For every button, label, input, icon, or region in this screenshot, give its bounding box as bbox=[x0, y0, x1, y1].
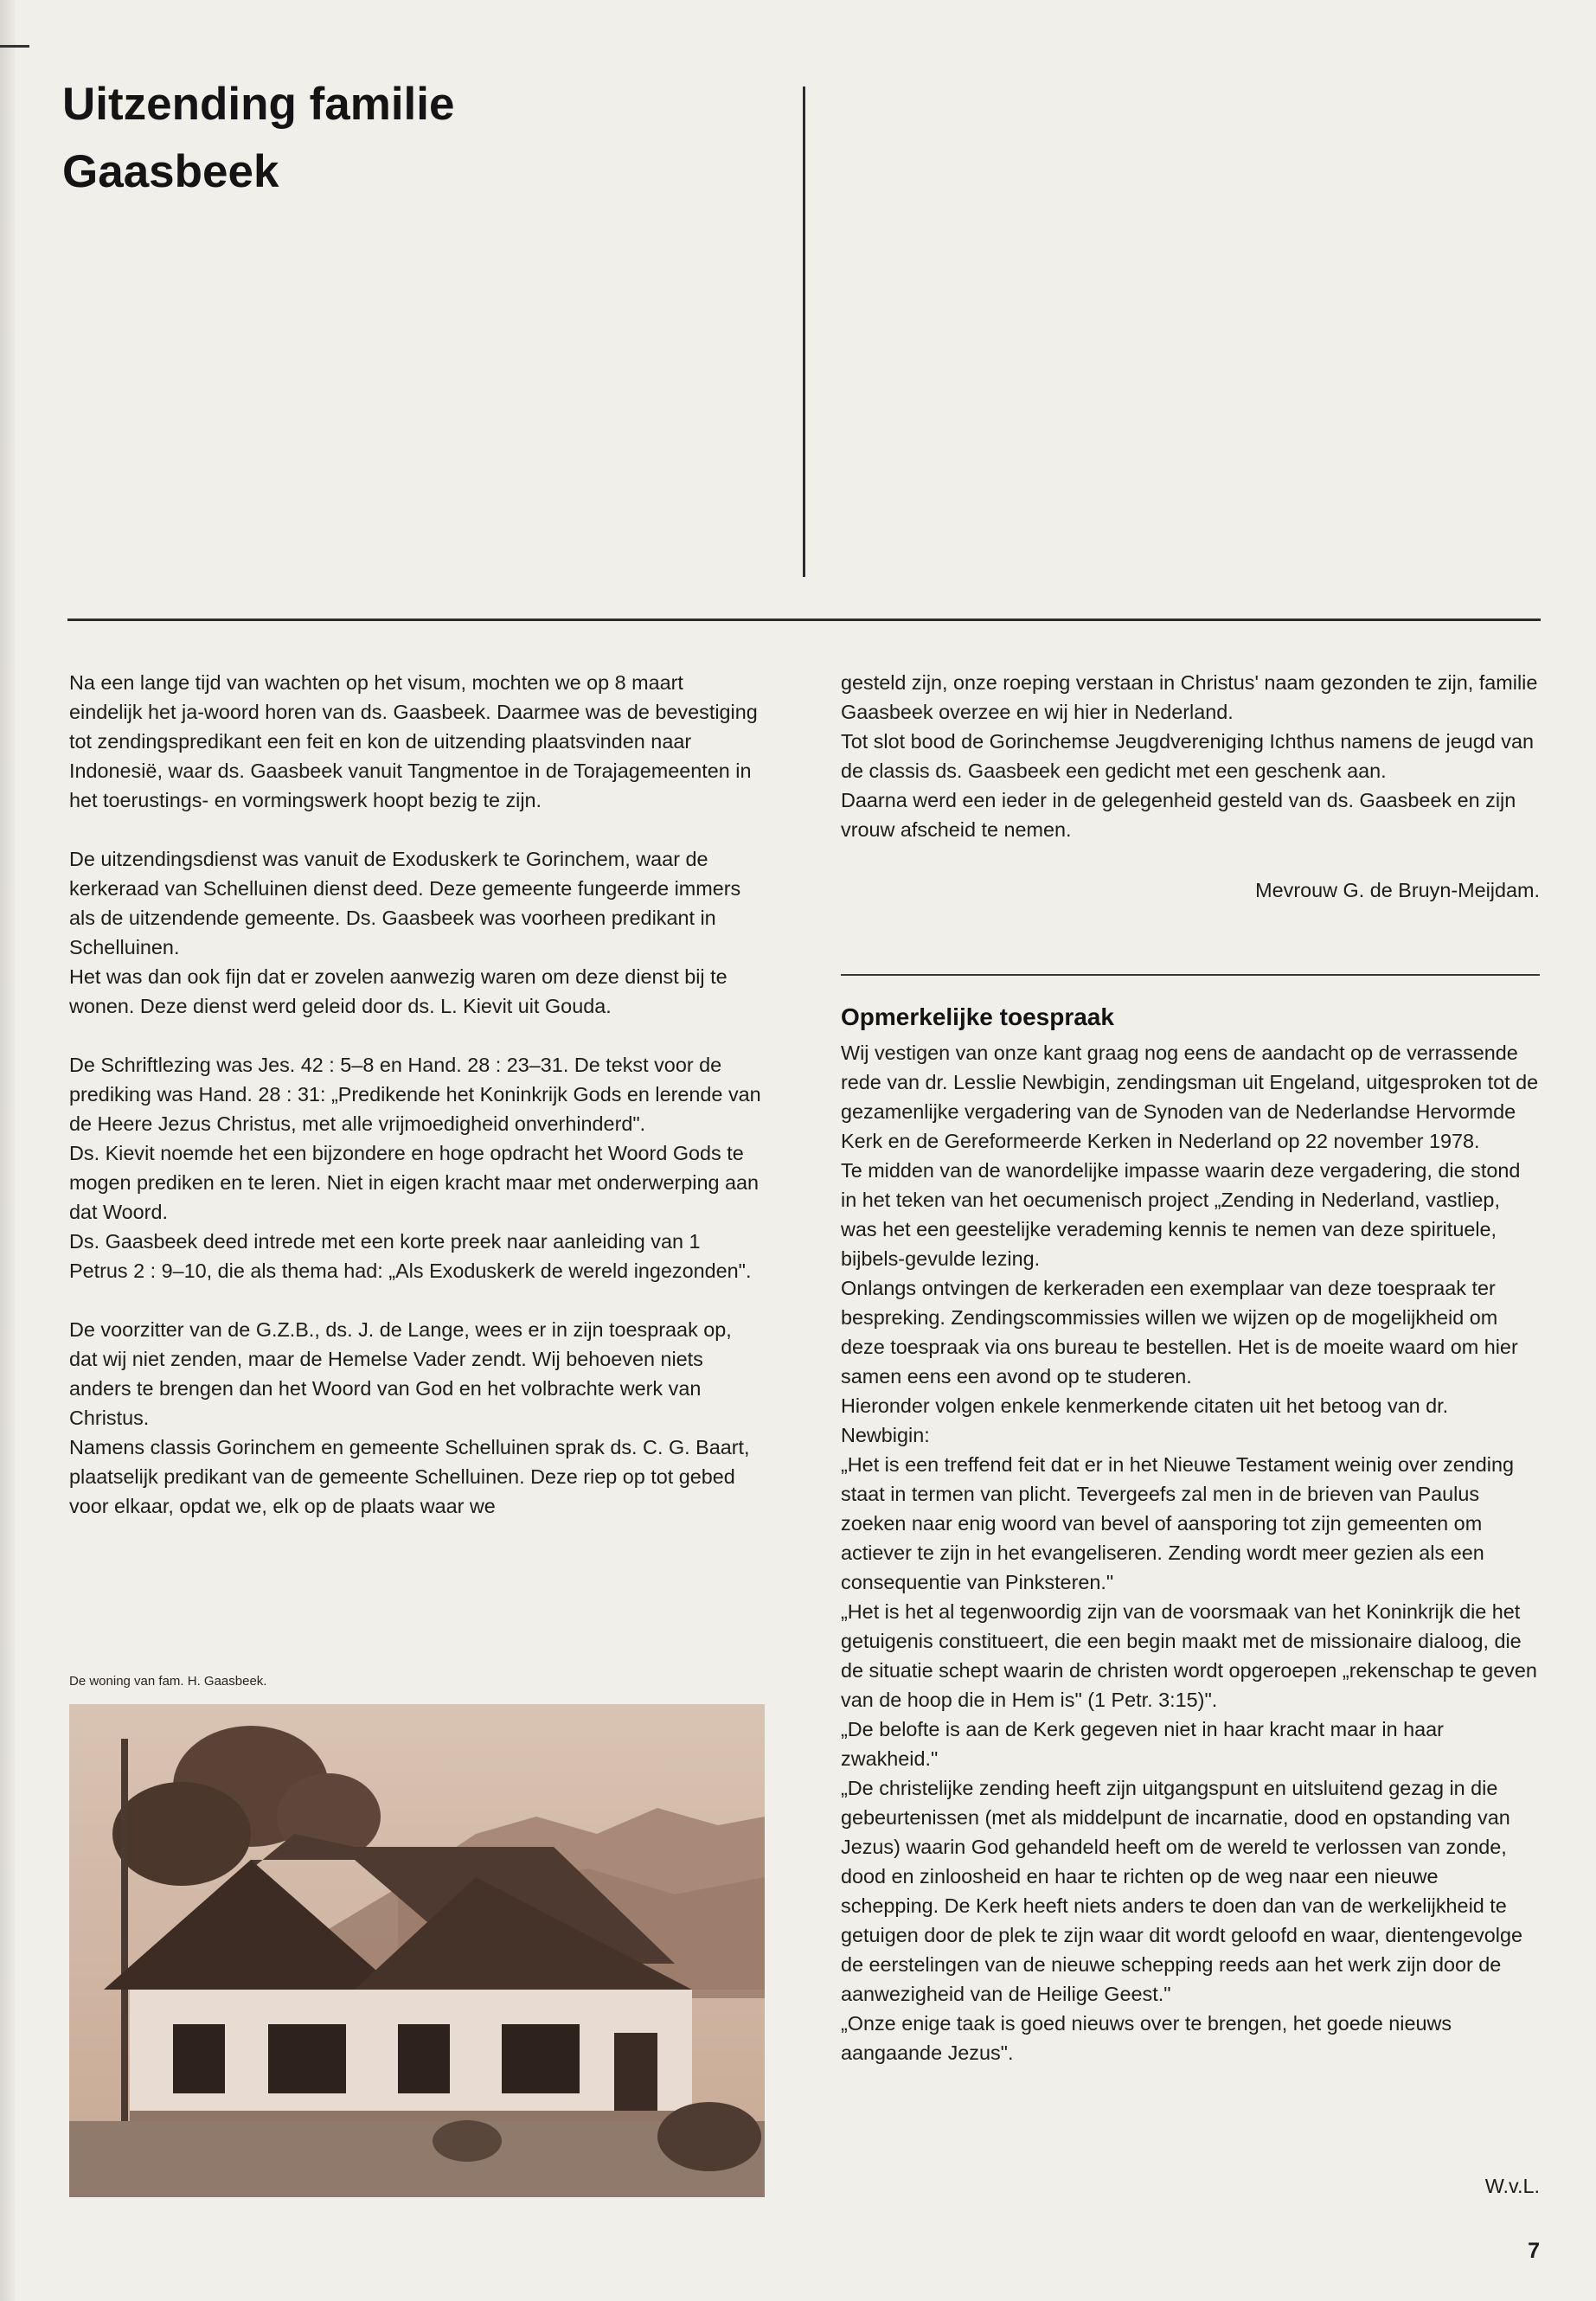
paragraph: Daarna werd een ieder in de gelegenheid gesteld van ds. Gaasbeek en zijn vrouw afscheid te nemen. bbox=[841, 789, 1516, 841]
quote: „De belofte is aan de Kerk gegeven niet in haar kracht maar in haar zwakheid." bbox=[841, 1718, 1444, 1770]
article-title bbox=[62, 71, 754, 206]
section2-signoff: W.v.L. bbox=[1484, 2175, 1540, 2197]
section-heading: Opmerkelijke toespraak bbox=[841, 1003, 1114, 1030]
paragraph: Ds. Gaasbeek deed intrede met een korte preek naar aanleiding van 1 Petrus 2 : 9–10, die als thema had: „Als Exoduskerk de wereld ingezonden". bbox=[69, 1230, 752, 1282]
paragraph: Het was dan ook fijn dat er zovelen aanwezig waren om deze dienst bij te wonen. Deze dienst werd geleid door ds. L. Kievit uit Gouda. bbox=[69, 965, 727, 1017]
paragraph: Hieronder volgen enkele kenmerkende citaten uit het betoog van dr. Newbigin: bbox=[841, 1394, 1449, 1446]
quote: „Het is het al tegenwoordig zijn van de voorsmaak van het Koninkrijk die het getuigenis constitueert, die een begin maakt met de missionaire dialoog, die de situatie schept waarin de christen wordt opgeroepen „rekenschap te geven van de hoop die in Hem is" (1 Petr. 3:15)". bbox=[841, 1600, 1537, 1711]
paragraph: De voorzitter van de G.Z.B., ds. J. de Lange, wees er in zijn toespraak op, dat wij niet zenden, maar de Hemelse Vader zendt. Wij behoeven niets anders te brengen dan het Woord van God en het volbrachte werk van Christus. bbox=[69, 1318, 732, 1429]
house-photo bbox=[69, 1704, 765, 2197]
page-number: 7 bbox=[1528, 2239, 1540, 2263]
title-line-1: Uitzending familie bbox=[62, 79, 455, 130]
header-vertical-rule bbox=[803, 87, 805, 577]
paragraph: Te midden van de wanordelijke impasse waarin deze vergadering, die stond in het teken van het oecumenisch project „Zending in Nederland, vastliep, was het een geestelijke verademing kennis te nemen van deze spirituele, bijbels-gevulde lezing. bbox=[841, 1159, 1521, 1270]
quote: „De christelijke zending heeft zijn uitgangspunt en uitsluitend gezag in die gebeurtenissen (met als middelpunt de incarnatie, dood en opstanding van Jezus) waarin God gehandeld heeft om de wereld te verlossen van zonde, dood en zinloosheid en haar te richten op de weg naar een nieuwe schepping. De Kerk heeft niets anders te doen dan van de werkelijkheid te getuigen door de plek te zijn waar dit wordt geloofd en waar, dientengevolge de eerstelingen van de nieuwe schepping reeds aan het werk zijn door de aanwezigheid van de Heilige Geest." bbox=[841, 1777, 1523, 2005]
house-photo-illustration bbox=[69, 1704, 765, 2197]
section2-body bbox=[841, 1038, 1540, 2067]
header-horizontal-rule bbox=[67, 619, 1541, 621]
paragraph: Wij vestigen van onze kant graag nog eens de aandacht op de verrassende rede van dr. Lesslie Newbigin, zendingsman uit Engeland, uitgesproken tot de gezamenlijke vergadering van de Synoden van de Nederlandse Hervormde Kerk en de Gereformeerde Kerken in Nederland op 22 november 1978. bbox=[841, 1042, 1539, 1152]
section-divider bbox=[841, 974, 1540, 976]
photo-caption: De woning van fam. H. Gaasbeek. bbox=[69, 1674, 267, 1689]
left-column bbox=[69, 668, 761, 1521]
quote: „Onze enige taak is goed nieuws over te brengen, het goede nieuws aangaande Jezus". bbox=[841, 2012, 1452, 2064]
paragraph: De uitzendingsdienst was vanuit de Exoduskerk te Gorinchem, waar de kerkeraad van Schelluinen dienst deed. Deze gemeente fungeerde immers als de uitzendende gemeente. Ds. Gaasbeek was voorheen predikant in Schelluinen. bbox=[69, 848, 741, 958]
quote: „Het is een treffend feit dat er in het Nieuwe Testament weinig over zending staat in termen van plicht. Tevergeefs zal men in de brieven van Paulus zoeken naar enig woord van bevel of aansporing tot zijn gemeenten om actiever te zijn in het evangeliseren. Zending wordt meer gezien als een consequentie van Pinksteren." bbox=[841, 1453, 1514, 1593]
paragraph: Na een lange tijd van wachten op het visum, mochten we op 8 maart eindelijk het ja-woord horen van ds. Gaasbeek. Daarmee was de bevestiging tot zendingspredikant een feit en kon de uitzending plaatsvinden naar Indonesië, waar ds. Gaasbeek vanuit Tangmentoe in de Torajagemeenten in het toerustings- en vormingswerk hoopt bezig te zijn. bbox=[69, 671, 758, 811]
paragraph: gesteld zijn, onze roeping verstaan in Christus' naam gezonden te zijn, familie Gaasbeek overzee en wij hier in Nederland. bbox=[841, 671, 1538, 723]
right-column-top bbox=[841, 668, 1540, 905]
page-spine-shadow bbox=[0, 0, 16, 2301]
author-signature: Mevrouw G. de Bruyn-Meijdam. bbox=[1255, 879, 1540, 901]
paragraph: Namens classis Gorinchem en gemeente Schelluinen sprak ds. C. G. Baart, plaatselijk predikant van de gemeente Schelluinen. Deze riep op tot gebed voor elkaar, opdat we, elk op de plaats waar we bbox=[69, 1436, 750, 1517]
paragraph: Onlangs ontvingen de kerkeraden een exemplaar van deze toespraak ter bespreking. Zendingscommissies willen we wijzen op de mogelijkheid om deze toespraak via ons bureau te bestellen. Het is de moeite waard om hier samen eens een avond op te studeren. bbox=[841, 1277, 1518, 1388]
title-line-2: Gaasbeek bbox=[62, 146, 279, 197]
paragraph: De Schriftlezing was Jes. 42 : 5–8 en Hand. 28 : 23–31. De tekst voor de prediking was Hand. 28 : 31: „Predikende het Koninkrijk Gods en lerende van de Heere Jezus Christus, met alle vrijmoedigheid onverhinderd". bbox=[69, 1054, 761, 1135]
corner-mark bbox=[0, 45, 29, 48]
paragraph: Ds. Kievit noemde het een bijzondere en hoge opdracht het Woord Gods te mogen prediken en te leren. Niet in eigen kracht maar met onderwerping aan dat Woord. bbox=[69, 1142, 760, 1223]
paragraph: Tot slot bood de Gorinchemse Jeugdvereniging Ichthus namens de jeugd van de classis ds. Gaasbeek een gedicht met een geschenk aan. bbox=[841, 730, 1534, 782]
